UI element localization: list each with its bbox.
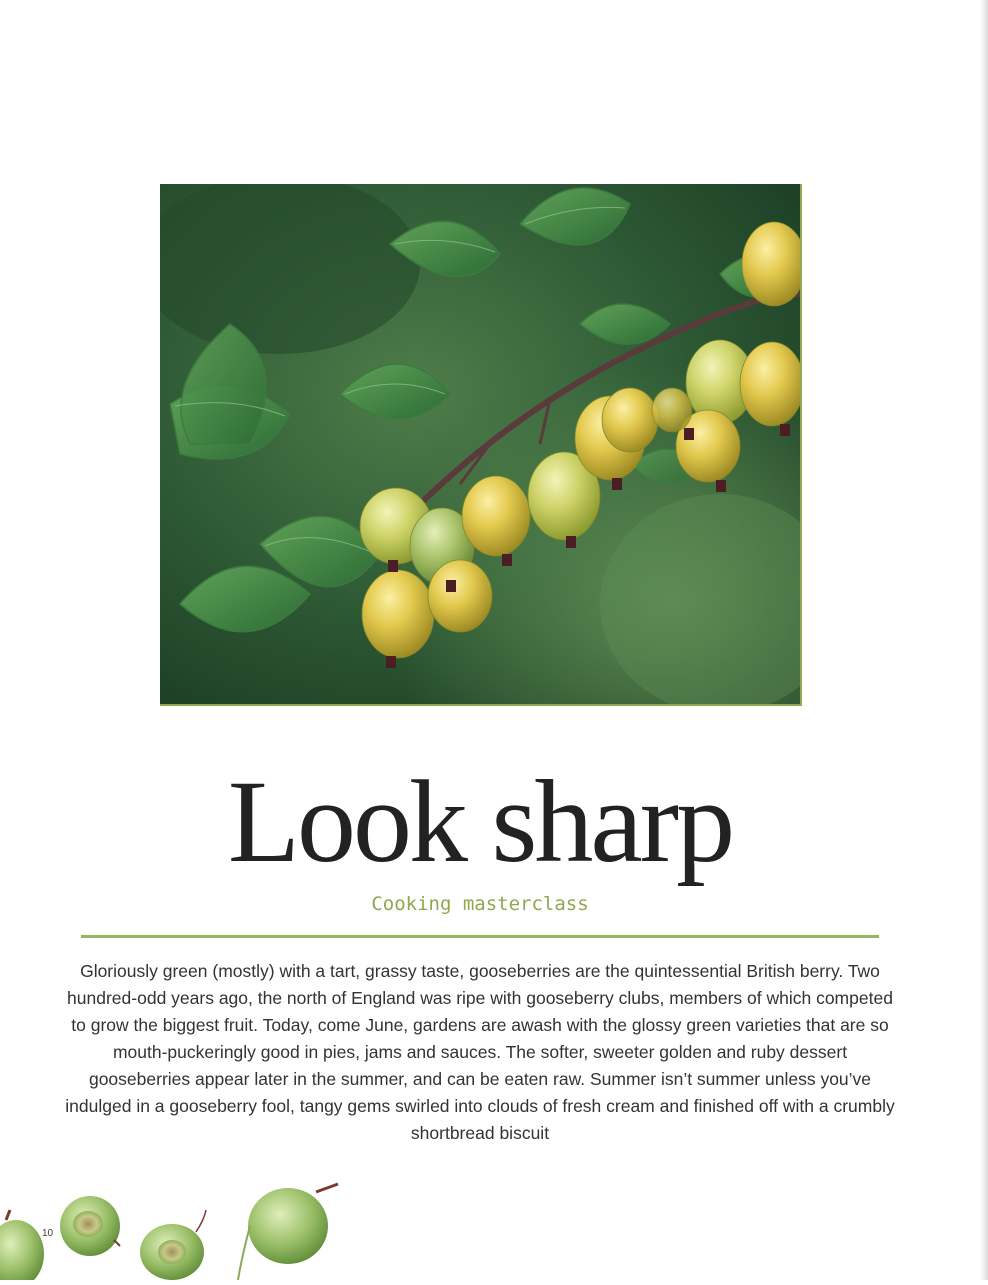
page-number: 10	[42, 1228, 54, 1239]
gooseberry-branch-photo	[160, 184, 802, 706]
berry-left	[0, 1210, 44, 1280]
page-title: Look sharp	[227, 756, 733, 887]
berry-cut-2	[140, 1210, 206, 1280]
berry-cut-1	[60, 1196, 120, 1256]
gooseberries-decoration	[0, 1180, 360, 1280]
divider-rule	[81, 935, 879, 938]
page-edge	[980, 0, 988, 1280]
berry-whole	[238, 1184, 338, 1280]
intro-paragraph: Gloriously green (mostly) with a tart, grassy taste, gooseberries are the quintessential British berry. Two hundred-odd years ago, the north of England was ripe with gooseberry clubs, members of which competed to grow the biggest fruit. Today, come June, gardens are awash with the glossy green varieties that are so mouth-puckeringly good in pies, jams and sauces. The softer, sweeter golden and ruby dessert gooseberries appear later in the summer, and can be eaten raw. Summer isn’t summer unless you’ve indulged in a gooseberry fool, tangy gems swirled into clouds of fresh cream and finished off with a crumbly shortbread biscuit	[65, 961, 895, 1143]
section-label: Cooking masterclass	[371, 893, 589, 915]
